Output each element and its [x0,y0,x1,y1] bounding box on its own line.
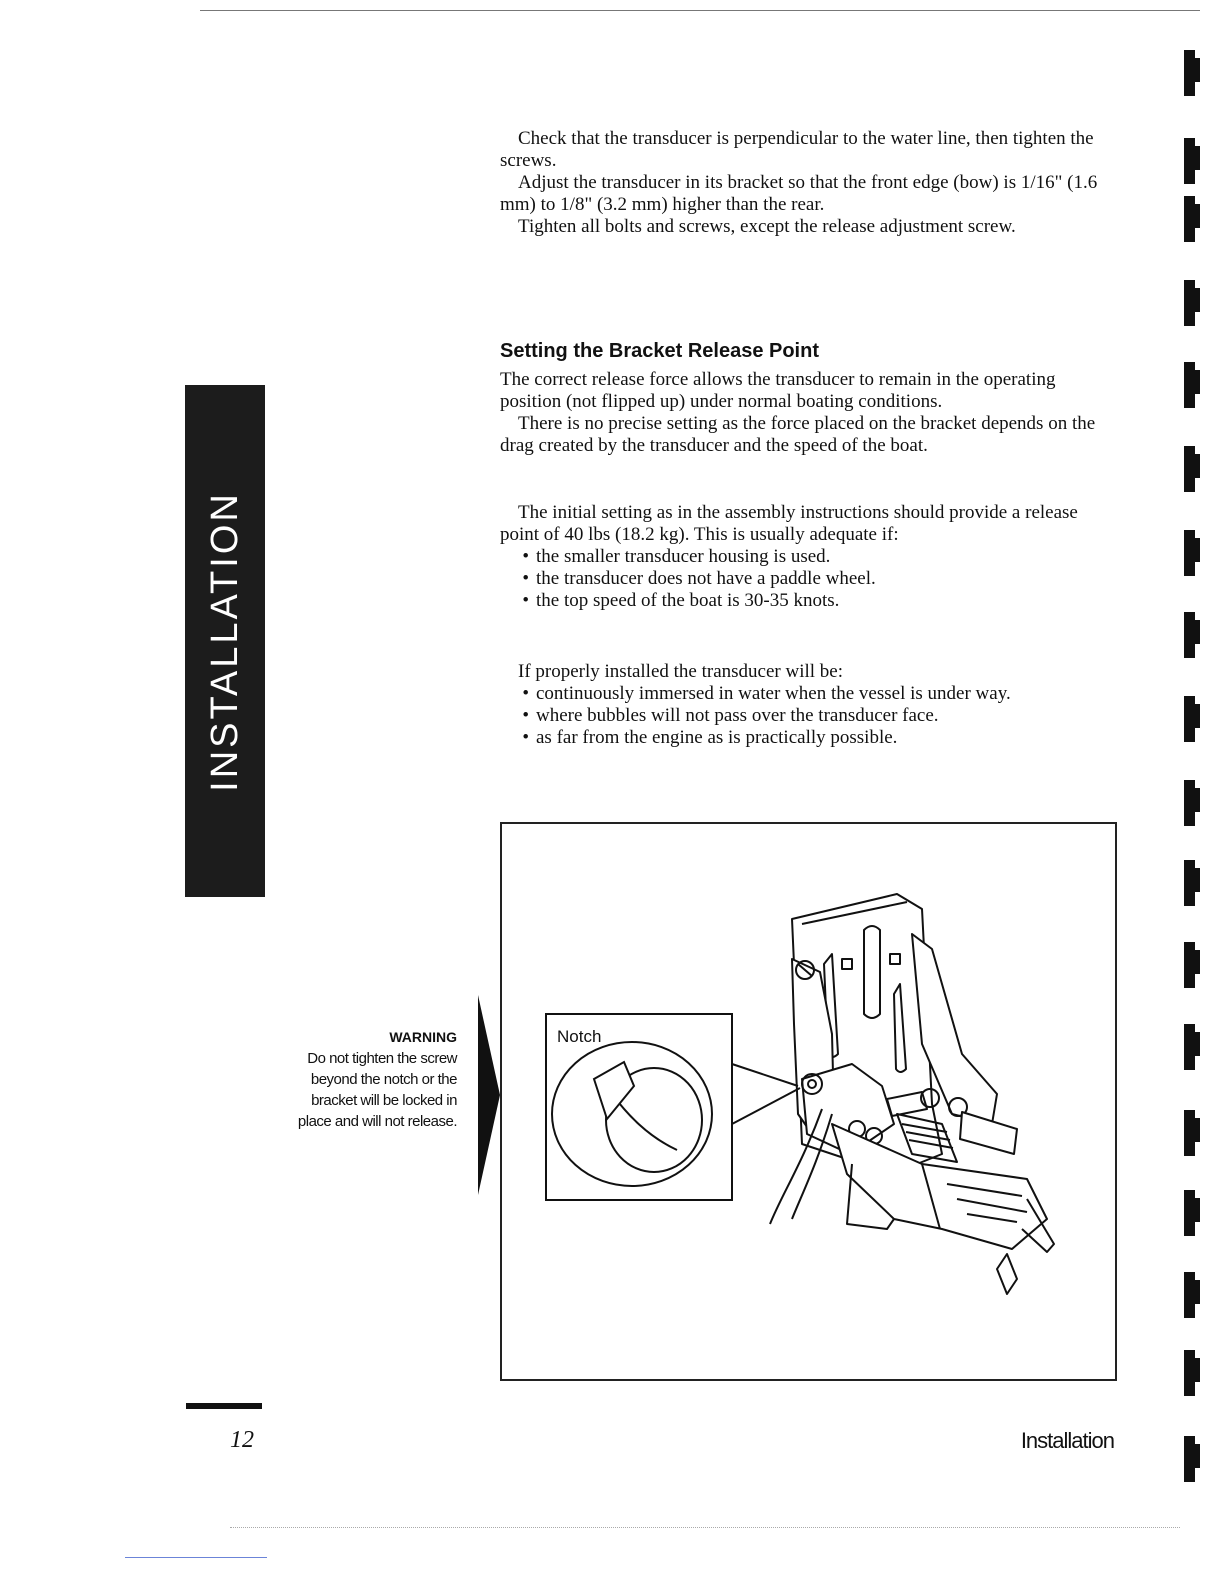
initial-setting-block [500,502,1120,612]
edge-index-mark [1184,50,1195,96]
edge-index-mark [1184,1436,1195,1482]
warning-text: Do not tighten the screw beyond the notch or the bracket will be locked in place and will not release. [297,1050,457,1130]
bracket-illustration [500,822,1117,1381]
edge-index-mark [1184,446,1195,492]
page-number: 12 [230,1427,254,1453]
page-number-marker [186,1403,262,1409]
edge-index-mark [1184,530,1195,576]
section-side-tab [185,385,265,897]
intro-paragraph: Adjust the transducer in its bracket so that the front edge (bow) is 1/16" (1.6 mm) to 1/8" (3.2 mm) higher than the rear. [500,172,1098,215]
side-tab-label: INSTALLATION [203,490,246,792]
edge-index-mark [1184,196,1195,242]
footer-section-title: Installation [1020,1428,1114,1453]
intro-text [500,128,1120,238]
top-scan-line [200,10,1200,11]
proper-install-text: If properly installed the transducer will be: [518,661,844,682]
warning-pointer-arrow [478,995,500,1195]
notch-callout-label: Notch [557,1027,602,1046]
intro-paragraph: Tighten all bolts and screws, except the release adjustment screw. [518,216,1016,237]
footer-rule [125,1557,267,1558]
edge-index-mark [1184,280,1195,326]
proper-install-list [500,683,1120,749]
list-item: • the transducer does not have a paddle wheel. [507,568,1120,590]
list-item: • continuously immersed in water when the vessel is under way. [507,683,1120,705]
edge-index-mark [1184,1024,1195,1070]
edge-index-mark [1184,942,1195,988]
list-item: • where bubbles will not pass over the transducer face. [507,705,1120,727]
edge-index-marks [1178,50,1208,1470]
list-item: • the smaller transducer housing is used. [507,546,1120,568]
warning-note [285,1027,457,1132]
edge-index-mark [1184,860,1195,906]
bracket-drawing [502,824,1115,1379]
initial-setting-text: The initial setting as in the assembly instructions should provide a release point of 40 lbs (18.2 kg). This is usually adequate if: [500,502,1078,545]
section-heading: Setting the Bracket Release Point [500,340,819,362]
release-force-text [500,369,1120,457]
proper-install-block [500,661,1120,749]
warning-title: WARNING [389,1029,457,1045]
initial-setting-list [500,546,1120,612]
edge-index-mark [1184,138,1195,184]
intro-paragraph: Check that the transducer is perpendicular to the water line, then tighten the screws. [500,128,1094,171]
edge-index-mark [1184,1190,1195,1236]
edge-index-mark [1184,696,1195,742]
body-paragraph: The correct release force allows the transducer to remain in the operating position (not flipped up) under normal boating conditions. [500,369,1056,412]
list-item: • as far from the engine as is practically possible. [507,727,1120,749]
edge-index-mark [1184,1110,1195,1156]
edge-index-mark [1184,780,1195,826]
body-paragraph: There is no precise setting as the force placed on the bracket depends on the drag created by the transducer and the speed of the boat. [500,413,1096,456]
bottom-scan-line [230,1527,1180,1528]
list-item: • the top speed of the boat is 30-35 knots. [507,590,1120,612]
edge-index-mark [1184,1272,1195,1318]
edge-index-mark [1184,612,1195,658]
edge-index-mark [1184,1350,1195,1396]
edge-index-mark [1184,362,1195,408]
